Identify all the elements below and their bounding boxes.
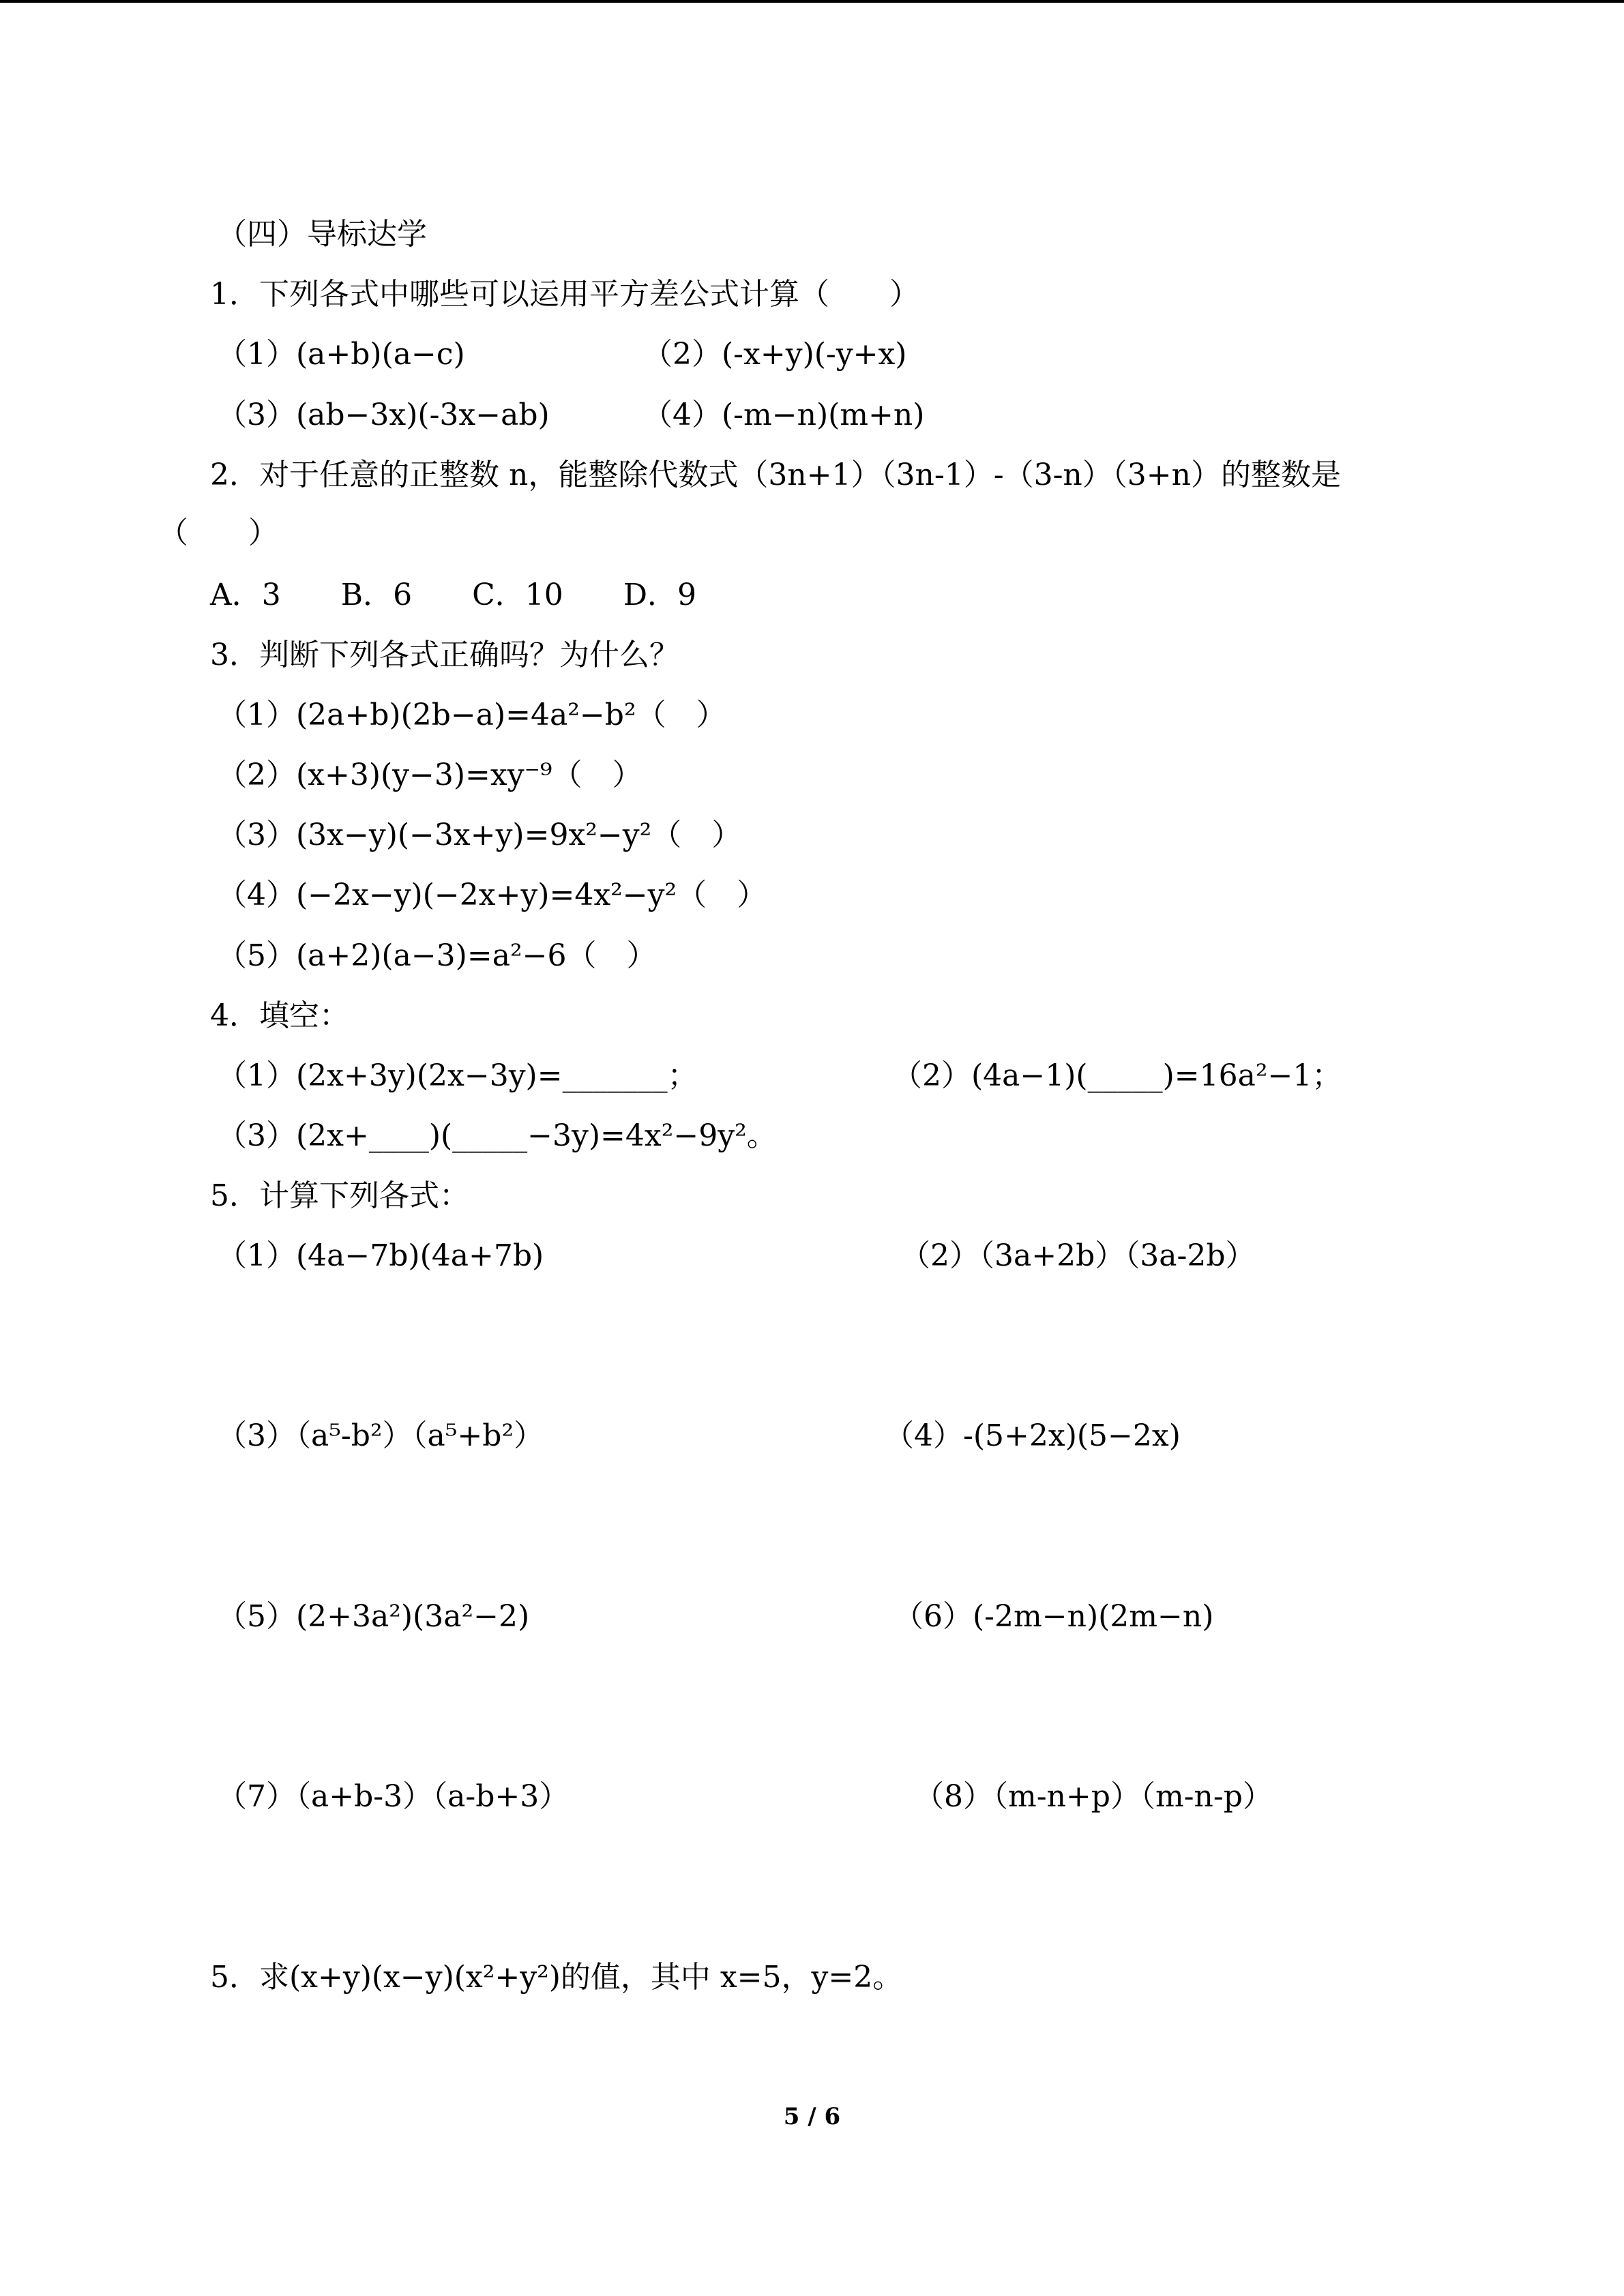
question-1-item-2: （2）(-x+y)(-y+x) bbox=[643, 337, 907, 372]
question-3-item-5: （5）(a+2)(a−3)=a²−6（ ） bbox=[217, 938, 657, 973]
question-4-item-1: （1）(2x+3y)(2x−3y)=_______； bbox=[217, 1058, 698, 1093]
question-3-stem: 3．判断下列各式正确吗？为什么？ bbox=[210, 638, 679, 672]
question-1-item-3: （3）(ab−3x)(-3x−ab) bbox=[217, 398, 550, 432]
page-number: 5 / 6 bbox=[783, 2103, 841, 2130]
question-2-stem-line-1: 2．对于任意的正整数 n，能整除代数式（3n+1）（3n-1）-（3-n）（3+n）的整数是 bbox=[210, 458, 1341, 492]
question-5-stem: 5．计算下列各式： bbox=[210, 1178, 469, 1213]
question-3-item-4: （4）(−2x−y)(−2x+y)=4x²−y²（ ） bbox=[217, 878, 767, 912]
question-5-item-5: （5）(2+3a²)(3a²−2) bbox=[217, 1599, 530, 1634]
question-5-item-3: （3）（a⁵-b²）（a⁵+b²） bbox=[217, 1418, 544, 1453]
question-5-item-6: （6）(-2m−n)(2m−n) bbox=[894, 1599, 1214, 1634]
question-3-item-1: （1）(2a+b)(2b−a)=4a²−b²（ ） bbox=[217, 698, 726, 732]
top-border-line bbox=[0, 0, 1624, 3]
question-5-item-4: （4）-(5+2x)(5−2x) bbox=[884, 1418, 1181, 1453]
question-4-stem: 4．填空： bbox=[210, 998, 349, 1033]
section-title: （四）导标达学 bbox=[217, 217, 427, 252]
question-5-item-8: （8）（m-n+p）（m-n-p） bbox=[914, 1779, 1273, 1814]
question-5-item-1: （1）(4a−7b)(4a+7b) bbox=[217, 1238, 544, 1273]
question-4-item-3: （3）(2x+____)(_____−3y)=4x²−9y²。 bbox=[217, 1118, 777, 1153]
question-3-item-3: （3）(3x−y)(−3x+y)=9x²−y²（ ） bbox=[217, 818, 742, 852]
question-5-item-2: （2）（3a+2b）（3a-2b） bbox=[900, 1238, 1256, 1273]
question-6-stem: 5．求(x+y)(x−y)(x²+y²)的值，其中 x=5，y=2。 bbox=[210, 1960, 903, 1995]
question-4-item-2: （2）(4a−1)(_____)=16a²−1； bbox=[892, 1058, 1342, 1093]
question-1-stem: 1．下列各式中哪些可以运用平方差公式计算（ ） bbox=[210, 277, 919, 312]
question-2-stem-line-2: （ ） bbox=[158, 516, 278, 550]
question-1-item-1: （1）(a+b)(a−c) bbox=[217, 337, 465, 372]
question-3-item-2: （2）(x+3)(y−3)=xy⁻⁹（ ） bbox=[217, 758, 643, 792]
question-5-item-7: （7）（a+b-3）（a-b+3） bbox=[217, 1779, 570, 1814]
question-1-item-4: （4）(-m−n)(m+n) bbox=[643, 398, 925, 432]
question-2-options: A．3 B．6 C．10 D．9 bbox=[210, 578, 697, 612]
